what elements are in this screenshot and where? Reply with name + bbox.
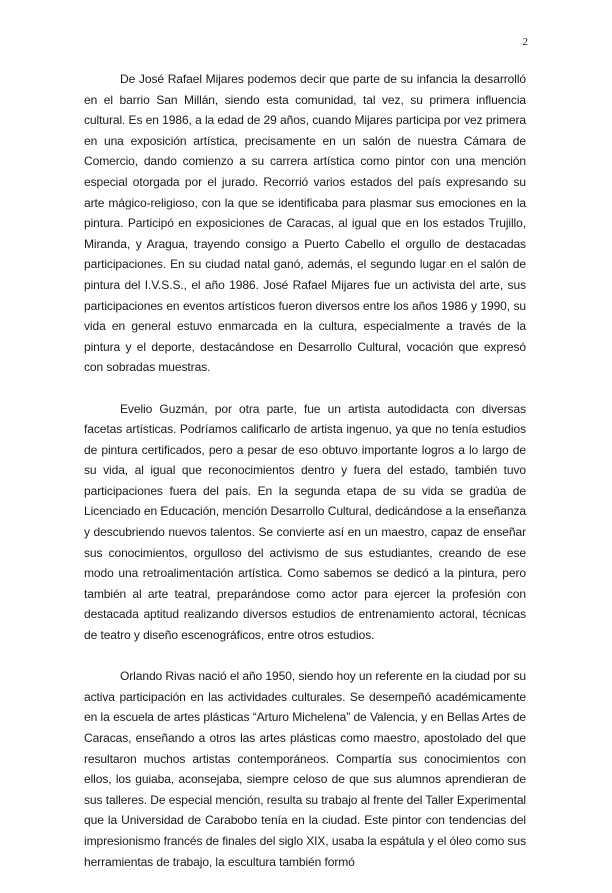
paragraph-guzman: Evelio Guzmán, por otra parte, fue un artista autodidacta con diversas facetas artísticas. Podríamos calificarlo de artista ingenuo, ya que no tenía estudios de pintura certificados, pero a pesar de eso obtuvo importante logros a lo largo de su vida, al igual que reconocimientos dentro y fuera del estado, también tuvo participaciones fuera del país. En la segunda etapa de su vida se gradúa de Licenciado en Educación, mención Desarrollo Cultural, dedicándose a la enseñanza y descubriendo nuevos talentos. Se convierte así en un maestro, capaz de enseñar sus conocimientos, orgulloso del activismo de sus estudiantes, creando de ese modo una retroalimentación artística. Como sabemos se dedicó a la pintura, pero también al arte teatral, preparándose como actor para ejercer la profesión con destacada aptitud realizando diversos estudios de entrenamiento actoral, técnicas de teatro y diseño escenográficos, entre otros estudios. bbox=[84, 401, 526, 643]
paragraph-rivas: Orlando Rivas nació el año 1950, siendo hoy un referente en la ciudad por su activa participación en las actividades culturales. Se desempeñó académicamente en la escuela de artes plásticas “Arturo Michelena” de Valencia, y en Bellas Artes de Caracas, enseñando a otros las artes plásticas como maestro, apostolado del que resultaron muchos artistas contemporáneos. Compartía sus conocimientos con ellos, los guiaba, aconsejaba, siempre celoso de que sus alumnos aprendieran de sus talleres. De especial mención, resulta su trabajo al frente del Taller Experimental que la Universidad de Carabobo tenía en la ciudad. Este pintor con tendencias del impresionismo francés de finales del siglo XIX, usaba la espátula y el óleo como sus herramientas de trabajo, la escultura también formó bbox=[84, 669, 526, 869]
page-number: 2 bbox=[522, 36, 528, 48]
document-body bbox=[84, 69, 526, 893]
paragraph-mijares: De José Rafael Mijares podemos decir que parte de su infancia la desarrolló en el barrio San Millán, siendo esta comunidad, tal vez, su primera influencia cultural. Es en 1986, a la edad de 29 años, cuando Mijares participa por vez primera en una exposición artística, precisamente en un salón de nuestra Cámara de Comercio, dando comienzo a su carrera artística como pintor con una mención especial otorgada por el jurado. Recorrió varios estados del país expresando su arte mágico-religioso, con la que se identificaba para plasmar sus emociones en la pintura. Participó en exposiciones de Caracas, al igual que en los estados Trujillo, Miranda, y Aragua, trayendo consigo a Puerto Cabello el orgullo de destacadas participaciones. En su ciudad natal ganó, además, el segundo lugar en el salón de pintura del I.V.S.S., el año 1986. José Rafael Mijares fue un activista del arte, sus participaciones en eventos artísticos fueron diversos entre los años 1986 y 1990, su vida en general estuvo enmarcada en la cultura, especialmente a través de la pintura y el deporte, destacándose en Desarrollo Cultural, vocación que expresó con sobradas muestras. bbox=[84, 72, 526, 375]
